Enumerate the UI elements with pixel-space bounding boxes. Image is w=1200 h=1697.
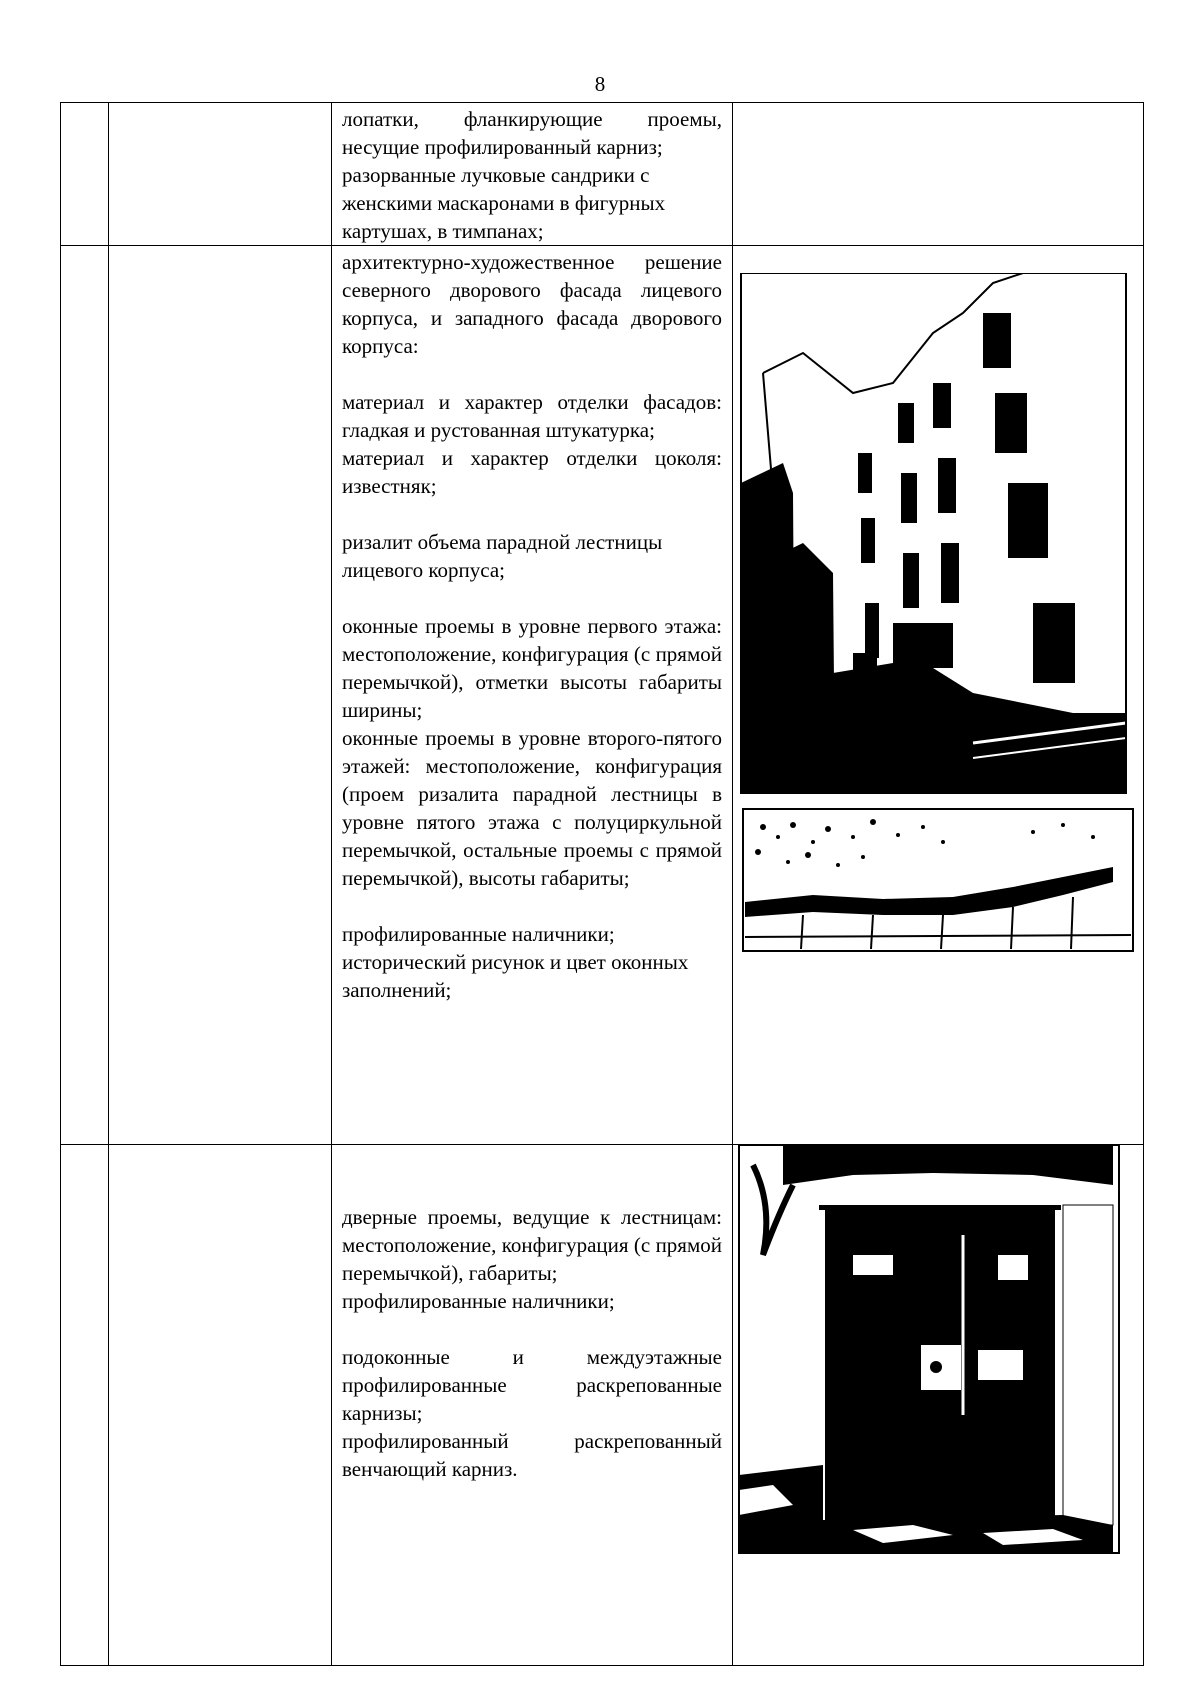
cell-name bbox=[109, 1145, 332, 1666]
courtyard-facade-photo bbox=[733, 273, 1144, 803]
subject-paragraph: оконные проемы в уровне второго-пятого этажей: местоположение, конфигурация (проем ризалита парадной лестницы в уровне пятого этажа с полуциркульной перемычкой, остальные проемы с прямой перемычкой), высоты габариты; bbox=[342, 726, 722, 890]
subject-paragraph: дверные проемы, ведущие к лестницам: местоположение, конфигурация (с прямой перемычкой), габариты; bbox=[342, 1205, 722, 1285]
plinth-photo bbox=[733, 807, 1144, 957]
page-number: 8 bbox=[594, 72, 606, 96]
subject-paragraph: профилированный раскрепованный венчающий карниз. bbox=[342, 1429, 722, 1481]
cell-name bbox=[109, 246, 332, 1145]
subject-paragraph: архитектурно-художественное решение северного дворового фасада лицевого корпуса, и западного фасада дворового корпуса: bbox=[342, 250, 722, 358]
subject-paragraph: материал и характер отделки цоколя: известняк; bbox=[342, 446, 722, 498]
cell-photo bbox=[733, 1145, 1144, 1666]
subject-paragraph: профилированные наличники; bbox=[342, 922, 615, 946]
subject-paragraph: подоконные и междуэтажные профилированные раскрепованные карнизы; bbox=[342, 1345, 722, 1425]
cell-name bbox=[109, 103, 332, 246]
subject-paragraph: оконные проемы в уровне первого этажа: местоположение, конфигурация (с прямой перемычкой), отметки высоты габариты ширины; bbox=[342, 614, 722, 722]
subject-paragraph: материал и характер отделки фасадов: гладкая и рустованная штукатурка; bbox=[342, 390, 722, 442]
subject-paragraph: исторический рисунок и цвет оконных заполнений; bbox=[342, 950, 689, 1002]
cell-subject bbox=[332, 1145, 733, 1666]
doorway-photo bbox=[733, 1145, 1144, 1555]
subject-paragraph: ризалит объема парадной лестницы лицевого корпуса; bbox=[342, 530, 663, 582]
cell-photo bbox=[733, 246, 1144, 1145]
table-row bbox=[61, 103, 1144, 246]
cell-subject bbox=[332, 246, 733, 1145]
cell-number bbox=[61, 246, 109, 1145]
subject-paragraph: профилированные наличники; bbox=[342, 1289, 615, 1313]
cell-subject bbox=[332, 103, 733, 246]
cell-photo bbox=[733, 103, 1144, 246]
subject-paragraph: разорванные лучковые сандрики с женскими маскаронами в фигурных картушах, в тимпанах; bbox=[342, 163, 666, 243]
table-row bbox=[61, 246, 1144, 1145]
table-row bbox=[61, 1145, 1144, 1666]
document-table bbox=[60, 102, 1144, 1666]
subject-paragraph: лопатки, фланкирующие проемы, несущие профилированный карниз; bbox=[342, 107, 722, 159]
cell-number bbox=[61, 1145, 109, 1666]
cell-number bbox=[61, 103, 109, 246]
